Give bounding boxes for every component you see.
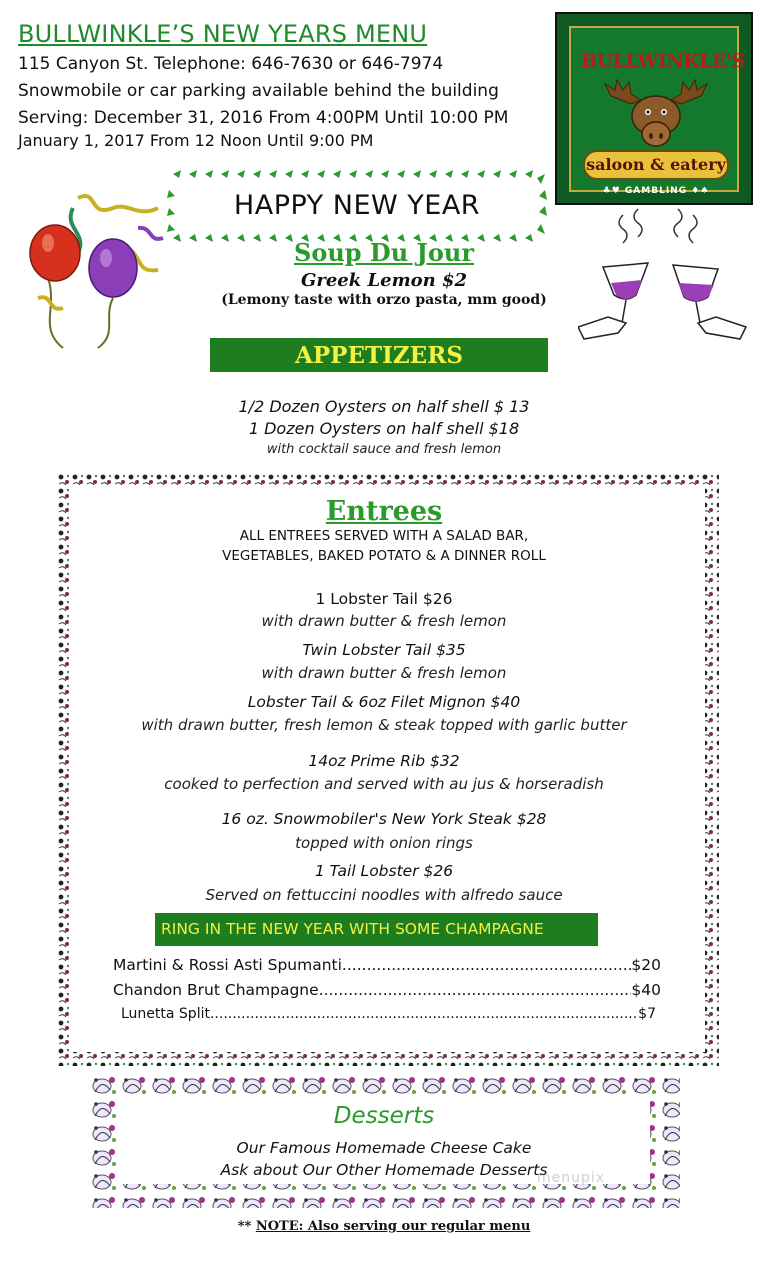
- entree-name: 1 Lobster Tail $26: [315, 590, 453, 608]
- serving-line: Serving: December 31, 2016 From 4:00PM Until 10:00 PM: [18, 108, 509, 128]
- footer-note-text: NOTE: Also serving our regular menu: [255, 1219, 531, 1234]
- bullwinkles-logo: [555, 12, 753, 205]
- happy-new-year-banner: [167, 168, 547, 246]
- entree-name: Lobster Tail & 6oz Filet Mignon $40: [247, 693, 521, 711]
- footer-note: [0, 1219, 768, 1234]
- appetizers-header: APPETIZERS: [210, 338, 548, 372]
- drink-price: $40: [631, 981, 661, 999]
- entree-name: Twin Lobster Tail $35: [302, 641, 466, 659]
- drink-name: Martini & Rossi Asti Spumanti..: [113, 956, 352, 974]
- entree-name: 16 oz. Snowmobiler's New York Steak $28: [221, 810, 547, 828]
- soup-description: (Lemony taste with orzo pasta, mm good): [221, 292, 547, 308]
- parking-line: Snowmobile or car parking available behind the building: [18, 81, 499, 101]
- entree-description: with drawn butter & fresh lemon: [261, 612, 507, 630]
- menu-title: BULLWINKLE’S NEW YEARS MENU: [18, 20, 428, 48]
- footer-prefix: **: [237, 1219, 256, 1234]
- entree-description: topped with onion rings: [295, 834, 473, 852]
- leader-dots: [319, 981, 632, 999]
- drink-row: [121, 1006, 656, 1022]
- appetizer-item: 1 Dozen Oysters on half shell $18: [248, 419, 520, 438]
- entrees-note: ALL ENTREES SERVED WITH A SALAD BAR,: [239, 528, 529, 544]
- leader-dots: [352, 956, 632, 974]
- appetizer-item: 1/2 Dozen Oysters on half shell $ 13: [238, 397, 530, 416]
- moose-icon: [601, 78, 711, 150]
- logo-name: BULLWINKLE'S: [581, 50, 745, 72]
- address-line: 115 Canyon St. Telephone: 646-7630 or 646-7974: [18, 54, 444, 74]
- drink-name: Chandon Brut Champagne: [113, 981, 319, 999]
- drink-price: $7: [638, 1006, 656, 1022]
- soup-name: Greek Lemon $2: [300, 270, 468, 291]
- entrees-title: Entrees: [325, 496, 443, 527]
- logo-tagline: ♣♥ GAMBLING ♦♠: [602, 186, 710, 196]
- champagne-header: RING IN THE NEW YEAR WITH SOME CHAMPAGNE: [155, 913, 598, 946]
- entree-description: cooked to perfection and served with au jus & horseradish: [164, 775, 604, 793]
- drink-price: $20: [631, 956, 661, 974]
- entree-description: Served on fettuccini noodles with alfredo sauce: [205, 886, 563, 904]
- dessert-item: Ask about Our Other Homemade Desserts: [220, 1161, 548, 1179]
- drink-row: [113, 981, 661, 999]
- entree-description: with drawn butter, fresh lemon & steak topped with garlic butter: [141, 716, 627, 734]
- soup-title: Soup Du Jour: [294, 238, 474, 267]
- drink-name: Lunetta Split: [121, 1006, 210, 1022]
- watermark: menupix: [537, 1170, 606, 1186]
- logo-subtitle: saloon & eatery: [583, 150, 729, 180]
- serving-line-2: January 1, 2017 From 12 Noon Until 9:00 PM: [18, 131, 374, 150]
- leader-dots: [210, 1006, 638, 1022]
- entree-name: 14oz Prime Rib $32: [308, 752, 460, 770]
- entrees-note: VEGETABLES, BAKED POTATO & A DINNER ROLL: [222, 548, 546, 564]
- happy-new-year-text: HAPPY NEW YEAR: [233, 190, 481, 221]
- entree-name: 1 Tail Lobster $26: [314, 862, 454, 880]
- desserts-title: Desserts: [333, 1103, 435, 1129]
- entree-description: with drawn butter & fresh lemon: [261, 664, 507, 682]
- appetizer-note: with cocktail sauce and fresh lemon: [266, 442, 502, 457]
- dessert-item: Our Famous Homemade Cheese Cake: [236, 1139, 532, 1157]
- drink-row: [113, 956, 661, 974]
